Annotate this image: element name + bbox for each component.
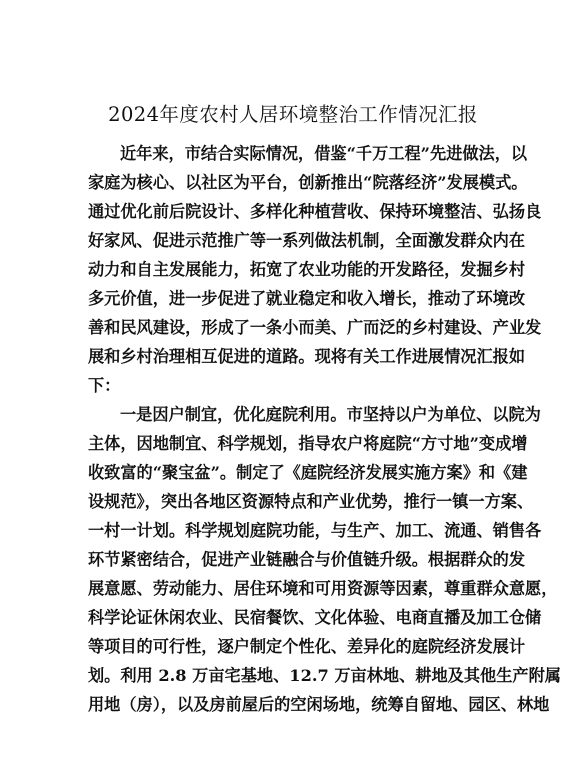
paragraph-line: 划。利用 2.8 万亩宅基地、12.7 万亩林地、耕地及其他生产附属 xyxy=(88,666,561,685)
paragraph-line: 科学论证休闲农业、民宿餐饮、文化体验、电商直播及加工仓储 xyxy=(88,608,542,627)
document-title: 2024年度农村人居环境整治工作情况汇报 xyxy=(108,103,478,126)
paragraph-line: 环节紧密结合，促进产业链融合与价值链升级。根据群众的发 xyxy=(88,550,526,569)
paragraph-line: 用地（房），以及房前屋后的空闲场地，统筹自留地、园区、林地 xyxy=(88,695,550,714)
paragraph-line: 家庭为核心、以社区为平台，创新推出“院落经济”发展模式。 xyxy=(88,173,528,192)
paragraph-line: 一是因户制宜，优化庭院利用。市坚持以户为单位、以院为 xyxy=(120,405,541,424)
paragraph-line: 下： xyxy=(88,376,121,395)
paragraph-line: 展意愿、劳动能力、居住环境和可用资源等因素，尊重群众意愿， xyxy=(88,579,558,598)
paragraph-line: 动力和自主发展能力，拓宽了农业功能的开发路径，发掘乡村 xyxy=(88,260,526,279)
paragraph-line: 收致富的“聚宝盆”。制定了《庭院经济发展实施方案》和《建 xyxy=(88,463,528,482)
paragraph-line: 通过优化前后院设计、多样化种植营收、保持环境整洁、弘扬良 xyxy=(88,202,542,221)
paragraph-line: 好家风、促进示范推广等一系列做法机制，全面激发群众内在 xyxy=(88,231,526,250)
paragraph-line: 近年来，市结合实际情况，借鉴“千万工程”先进做法，以 xyxy=(120,144,528,163)
paragraph-line: 设规范》，突出各地区资源特点和产业优势，推行一镇一方案、 xyxy=(88,492,534,511)
paragraph-line: 等项目的可行性，逐户制定个性化、差异化的庭院经济发展计 xyxy=(88,637,526,656)
paragraph-line: 多元价值，进一步促进了就业稳定和收入增长，推动了环境改 xyxy=(88,289,526,308)
paragraph-line: 善和民风建设，形成了一条小而美、广而泛的乡村建设、产业发 xyxy=(88,318,542,337)
paragraph-line: 展和乡村治理相互促进的道路。现将有关工作进展情况汇报如 xyxy=(88,347,526,366)
paragraph-line: 一村一计划。科学规划庭院功能，与生产、加工、流通、销售各 xyxy=(88,521,542,540)
paragraph-line: 主体，因地制宜、科学规划，指导农户将庭院“方寸地”变成增 xyxy=(88,434,528,453)
